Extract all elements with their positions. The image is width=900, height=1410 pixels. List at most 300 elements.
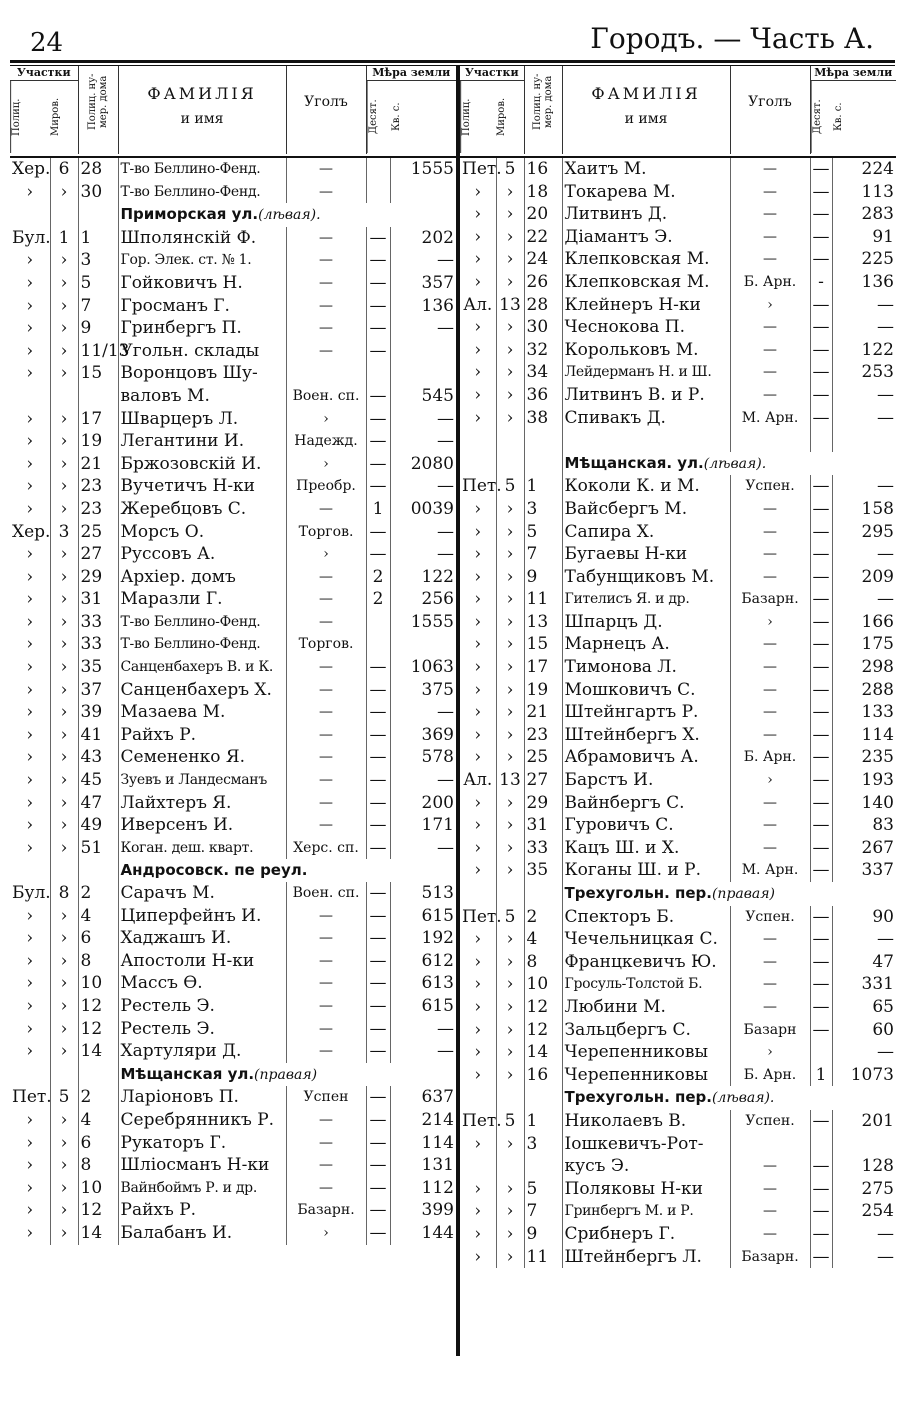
ward-cell: › bbox=[50, 837, 78, 860]
house-number-cell: 47 bbox=[78, 792, 118, 815]
table-row bbox=[460, 294, 896, 317]
ward-cell: 8 bbox=[50, 882, 78, 905]
house-number-cell: 3 bbox=[78, 249, 118, 272]
table-row bbox=[460, 226, 896, 249]
desyatina-cell: — bbox=[810, 1155, 832, 1178]
corner-cell: — bbox=[286, 792, 366, 815]
desyatina-cell bbox=[810, 429, 832, 452]
house-number-cell: 33 bbox=[78, 633, 118, 656]
house-number-cell: 23 bbox=[78, 498, 118, 521]
ward-cell: › bbox=[496, 633, 524, 656]
sq-sazhen-cell: — bbox=[877, 1246, 894, 1267]
ward-cell: › bbox=[496, 384, 524, 407]
right-table bbox=[460, 66, 896, 1268]
street-side: (правая) bbox=[711, 886, 775, 902]
corner-cell: — bbox=[286, 656, 366, 679]
desyatina-cell: — bbox=[810, 226, 832, 249]
page-number: 24 bbox=[30, 28, 64, 58]
street-name: Приморская ул. bbox=[120, 205, 259, 224]
desyatina-cell: — bbox=[366, 521, 390, 544]
corner-cell: — bbox=[730, 248, 810, 271]
ward-cell: 5 bbox=[496, 475, 524, 498]
corner-cell: — bbox=[730, 814, 810, 837]
house-number-cell bbox=[524, 452, 562, 476]
corner-cell: — bbox=[730, 928, 810, 951]
corner-cell: — bbox=[730, 701, 810, 724]
ward-cell: › bbox=[496, 656, 524, 679]
ward-cell: › bbox=[496, 521, 524, 544]
sq-sazhen-cell: 375 bbox=[421, 679, 454, 700]
corner-cell: — bbox=[730, 361, 810, 384]
sq-sazhen-cell: — bbox=[877, 384, 894, 405]
house-number-cell: 3 bbox=[524, 498, 562, 521]
desyatina-cell: — bbox=[366, 385, 390, 408]
corner-cell: М. Арн. bbox=[730, 859, 810, 882]
sq-sazhen-cell: 613 bbox=[421, 973, 454, 994]
desyatina-cell: — bbox=[810, 679, 832, 702]
table-row bbox=[10, 203, 456, 227]
header-familiya-right: ФАМИЛІЯ bbox=[591, 84, 701, 103]
name-cell: Гуровичъ С. bbox=[562, 814, 730, 837]
name-cell: Иверсенъ И. bbox=[118, 814, 286, 837]
name-cell: Чечельницкая С. bbox=[562, 928, 730, 951]
name-cell: Черепенниковы bbox=[562, 1041, 730, 1064]
name-cell: Маразли Г. bbox=[118, 588, 286, 611]
name-cell: Вайнбергъ С. bbox=[562, 792, 730, 815]
desyatina-cell: — bbox=[810, 294, 832, 317]
district-cell: › bbox=[460, 1064, 496, 1087]
name-cell: Шполянскій Ф. bbox=[118, 227, 286, 250]
district-cell: › bbox=[10, 566, 50, 589]
corner-cell: — bbox=[730, 566, 810, 589]
district-cell: › bbox=[460, 1041, 496, 1064]
corner-cell: — bbox=[286, 769, 366, 792]
district-cell: › bbox=[10, 837, 50, 860]
house-number-cell: 1 bbox=[524, 1110, 562, 1133]
corner-cell: Базарн. bbox=[286, 1199, 366, 1222]
ward-cell: › bbox=[496, 339, 524, 362]
table-row bbox=[10, 181, 456, 204]
corner-cell: — bbox=[286, 227, 366, 250]
corner-cell: Успен bbox=[286, 1086, 366, 1109]
header-ugol: Уголъ bbox=[304, 94, 348, 110]
sq-sazhen-cell: 122 bbox=[861, 339, 894, 360]
house-number-cell: 49 bbox=[78, 814, 118, 837]
header-rule bbox=[10, 60, 895, 63]
header-ugol-right: Уголъ bbox=[748, 94, 792, 110]
ward-cell: › bbox=[496, 724, 524, 747]
header-mirov-right: Миров. bbox=[496, 97, 508, 137]
table-row bbox=[10, 1018, 456, 1041]
desyatina-cell: — bbox=[810, 203, 832, 226]
sq-sazhen-cell: 1063 bbox=[410, 657, 454, 678]
sq-sazhen-cell: 1555 bbox=[410, 159, 454, 179]
name-cell: Токарева М. bbox=[562, 181, 730, 204]
house-number-cell: 19 bbox=[524, 679, 562, 702]
ward-cell: › bbox=[496, 316, 524, 339]
table-row bbox=[460, 1133, 896, 1156]
name-cell: Жеребцовъ С. bbox=[118, 498, 286, 521]
table-row bbox=[460, 157, 896, 181]
name-cell: Т-во Беллино-Фенд. bbox=[118, 611, 286, 634]
desyatina-cell: — bbox=[366, 408, 390, 431]
corner-cell: › bbox=[730, 1041, 810, 1064]
district-cell: Хер. bbox=[12, 521, 51, 542]
house-number-cell: 23 bbox=[78, 475, 118, 498]
sq-sazhen-cell: 615 bbox=[421, 905, 454, 926]
desyatina-cell: — bbox=[366, 905, 390, 928]
corner-cell: — bbox=[286, 498, 366, 521]
house-number-cell: 21 bbox=[78, 453, 118, 476]
desyatina-cell: — bbox=[366, 249, 390, 272]
desyatina-cell: — bbox=[810, 566, 832, 589]
table-row bbox=[10, 1177, 456, 1200]
desyatina-cell: — bbox=[810, 837, 832, 860]
ward-cell: › bbox=[496, 973, 524, 996]
name-cell bbox=[562, 429, 730, 452]
sq-sazhen-cell: 214 bbox=[421, 1109, 454, 1130]
table-row bbox=[460, 769, 896, 792]
name-cell: Мошковичъ С. bbox=[562, 679, 730, 702]
sq-sazhen-cell: 209 bbox=[861, 566, 894, 587]
sq-sazhen-cell: 131 bbox=[421, 1155, 454, 1176]
house-number-cell bbox=[78, 1063, 118, 1087]
ward-cell: › bbox=[50, 701, 78, 724]
table-row bbox=[10, 295, 456, 318]
header-house-number-right: Полиц. ну- мер. дома bbox=[532, 73, 554, 131]
table-row bbox=[460, 203, 896, 226]
name-cell: Серебрянникъ Р. bbox=[118, 1109, 286, 1132]
desyatina-cell: — bbox=[810, 611, 832, 634]
house-number-cell bbox=[524, 429, 562, 452]
desyatina-cell: — bbox=[366, 995, 390, 1018]
corner-cell: Торгов. bbox=[286, 521, 366, 544]
name-cell: Санценбахеръ В. и К. bbox=[118, 656, 286, 679]
district-cell: › bbox=[10, 633, 50, 656]
name-cell: Черепенниковы bbox=[562, 1064, 730, 1087]
table-row bbox=[10, 566, 456, 589]
district-cell: › bbox=[460, 1019, 496, 1042]
ward-cell: › bbox=[50, 611, 78, 634]
sq-sazhen-cell: 47 bbox=[872, 951, 894, 972]
district-cell: › bbox=[460, 566, 496, 589]
name-cell: Гринбергъ М. и Р. bbox=[562, 1200, 730, 1223]
table-row bbox=[10, 611, 456, 634]
corner-cell: — bbox=[286, 249, 366, 272]
sq-sazhen-cell: 615 bbox=[421, 995, 454, 1016]
sq-sazhen-cell: — bbox=[877, 1223, 894, 1244]
corner-cell bbox=[730, 429, 810, 452]
house-number-cell: 1 bbox=[524, 475, 562, 498]
district-cell: › bbox=[460, 521, 496, 544]
name-cell: Шварцеръ Л. bbox=[118, 408, 286, 431]
desyatina-cell: — bbox=[366, 453, 390, 476]
name-cell: Руссовъ А. bbox=[118, 543, 286, 566]
district-cell: › bbox=[10, 475, 50, 498]
district-cell: › bbox=[460, 859, 496, 882]
house-number-cell: 2 bbox=[524, 906, 562, 929]
district-cell: › bbox=[10, 317, 50, 340]
name-cell: Рестель Э. bbox=[118, 1018, 286, 1041]
desyatina-cell: — bbox=[810, 996, 832, 1019]
district-cell bbox=[10, 385, 50, 408]
ward-cell: › bbox=[50, 295, 78, 318]
table-row bbox=[460, 1155, 896, 1178]
ward-cell: › bbox=[50, 408, 78, 431]
name-cell: Легантини И. bbox=[118, 430, 286, 453]
corner-cell: — bbox=[286, 566, 366, 589]
corner-cell: — bbox=[286, 588, 366, 611]
corner-cell: — bbox=[730, 1200, 810, 1223]
sq-sazhen-cell: — bbox=[437, 476, 454, 497]
header-kv-s: Кв. с. bbox=[391, 102, 403, 132]
ward-cell: › bbox=[50, 453, 78, 476]
name-cell: Т-во Беллино-Фенд. bbox=[118, 157, 286, 181]
house-number-cell: 28 bbox=[524, 294, 562, 317]
house-number-cell: 12 bbox=[524, 996, 562, 1019]
corner-cell: — bbox=[286, 950, 366, 973]
corner-cell: › bbox=[730, 294, 810, 317]
house-number-cell: 27 bbox=[78, 543, 118, 566]
desyatina-cell: — bbox=[810, 633, 832, 656]
sq-sazhen-cell bbox=[390, 340, 456, 363]
name-cell: Балабанъ И. bbox=[118, 1222, 286, 1245]
sq-sazhen-cell: 144 bbox=[421, 1222, 454, 1243]
desyatina-cell bbox=[366, 157, 390, 181]
house-number-cell: 41 bbox=[78, 724, 118, 747]
corner-cell: — bbox=[286, 814, 366, 837]
name-cell: Архіер. домъ bbox=[118, 566, 286, 589]
house-number-cell: 33 bbox=[524, 837, 562, 860]
table-row bbox=[10, 498, 456, 521]
table-header-right bbox=[460, 66, 896, 154]
district-cell: › bbox=[10, 1040, 50, 1063]
house-number-cell bbox=[524, 882, 562, 906]
district-cell: › bbox=[460, 226, 496, 249]
desyatina-cell: — bbox=[366, 814, 390, 837]
table-row bbox=[10, 408, 456, 431]
ward-cell bbox=[50, 1063, 78, 1087]
sq-sazhen-cell: 1073 bbox=[850, 1064, 894, 1085]
district-cell: › bbox=[460, 588, 496, 611]
corner-cell: Успен. bbox=[730, 1110, 810, 1133]
district-cell: › bbox=[10, 1199, 50, 1222]
sq-sazhen-cell: 90 bbox=[872, 906, 894, 927]
name-cell: Гор. Элек. ст. № 1. bbox=[118, 249, 286, 272]
ward-cell: › bbox=[496, 792, 524, 815]
corner-cell: — bbox=[286, 1177, 366, 1200]
ward-cell: › bbox=[50, 1018, 78, 1041]
sq-sazhen-cell: — bbox=[877, 544, 894, 565]
sq-sazhen-cell: 113 bbox=[861, 181, 894, 202]
sq-sazhen-cell: 193 bbox=[861, 770, 894, 791]
corner-cell: — bbox=[730, 973, 810, 996]
name-cell: Морсъ О. bbox=[118, 521, 286, 544]
district-cell: › bbox=[10, 679, 50, 702]
table-row bbox=[460, 1019, 896, 1042]
table-row bbox=[460, 361, 896, 384]
table-row bbox=[460, 339, 896, 362]
desyatina-cell: — bbox=[810, 1246, 832, 1269]
ward-cell bbox=[496, 429, 524, 452]
desyatina-cell: — bbox=[810, 1019, 832, 1042]
table-row bbox=[460, 384, 896, 407]
sq-sazhen-cell: 0039 bbox=[410, 498, 454, 519]
table-row bbox=[460, 1246, 896, 1269]
street-name: Трехугольн. пер. bbox=[564, 1088, 712, 1107]
ward-cell: › bbox=[50, 1199, 78, 1222]
corner-cell: Торгов. bbox=[286, 633, 366, 656]
ward-cell: › bbox=[50, 1040, 78, 1063]
table-row bbox=[460, 521, 896, 544]
ward-cell: 13 bbox=[496, 769, 524, 792]
sq-sazhen-cell: — bbox=[877, 294, 894, 315]
district-cell: › bbox=[10, 1109, 50, 1132]
sq-sazhen-cell: 224 bbox=[861, 159, 894, 179]
corner-cell: — bbox=[286, 679, 366, 702]
sq-sazhen-cell: 200 bbox=[421, 792, 454, 813]
sq-sazhen-cell: 122 bbox=[421, 566, 454, 587]
street-heading bbox=[118, 203, 456, 227]
house-number-cell: 39 bbox=[78, 701, 118, 724]
sq-sazhen-cell: 202 bbox=[421, 227, 454, 248]
corner-cell: Б. Арн. bbox=[730, 746, 810, 769]
table-row bbox=[10, 453, 456, 476]
name-cell: Лайхтеръ Я. bbox=[118, 792, 286, 815]
name-cell: Тимонова Л. bbox=[562, 656, 730, 679]
sq-sazhen-cell: 235 bbox=[861, 747, 894, 768]
table-row bbox=[10, 1154, 456, 1177]
district-cell: › bbox=[460, 928, 496, 951]
district-cell: › bbox=[460, 724, 496, 747]
name-cell: Марнецъ А. bbox=[562, 633, 730, 656]
house-number-cell: 4 bbox=[78, 905, 118, 928]
name-cell: Райхъ Р. bbox=[118, 1199, 286, 1222]
desyatina-cell: — bbox=[810, 543, 832, 566]
house-number-cell: 5 bbox=[524, 1178, 562, 1201]
street-name: Трехугольн. пер. bbox=[564, 884, 712, 902]
name-cell: Бржозовскій И. bbox=[118, 453, 286, 476]
district-cell: › bbox=[10, 498, 50, 521]
table-row bbox=[460, 407, 896, 430]
ward-cell: › bbox=[496, 951, 524, 974]
district-cell: › bbox=[460, 656, 496, 679]
sq-sazhen-cell: 201 bbox=[861, 1110, 894, 1131]
sq-sazhen-cell: 545 bbox=[421, 385, 454, 406]
corner-cell: — bbox=[286, 1109, 366, 1132]
house-number-cell: 36 bbox=[524, 384, 562, 407]
desyatina-cell: — bbox=[810, 384, 832, 407]
table-row bbox=[460, 656, 896, 679]
house-number-cell: 10 bbox=[78, 972, 118, 995]
table-row bbox=[10, 633, 456, 656]
name-cell: Литвинъ Д. bbox=[562, 203, 730, 226]
corner-cell: › bbox=[286, 1222, 366, 1245]
table-row bbox=[10, 317, 456, 340]
district-cell: › bbox=[460, 951, 496, 974]
name-cell: Коколи К. и М. bbox=[562, 475, 730, 498]
corner-cell: — bbox=[286, 1132, 366, 1155]
house-number-cell: 35 bbox=[524, 859, 562, 882]
sq-sazhen-cell: 140 bbox=[861, 792, 894, 813]
corner-cell: — bbox=[730, 498, 810, 521]
desyatina-cell: — bbox=[366, 792, 390, 815]
house-number-cell: 43 bbox=[78, 746, 118, 769]
street-side: (лѣвая). bbox=[711, 1090, 775, 1107]
corner-cell: — bbox=[730, 633, 810, 656]
ward-cell bbox=[50, 203, 78, 227]
house-number-cell: 12 bbox=[78, 995, 118, 1018]
sq-sazhen-cell bbox=[832, 429, 896, 452]
desyatina-cell: — bbox=[810, 316, 832, 339]
corner-cell: — bbox=[730, 316, 810, 339]
district-cell: Хер. bbox=[12, 159, 51, 179]
desyatina-cell: — bbox=[810, 339, 832, 362]
corner-cell: — bbox=[286, 157, 366, 181]
name-cell: Клепковская М. bbox=[562, 271, 730, 294]
desyatina-cell: — bbox=[810, 792, 832, 815]
desyatina-cell: — bbox=[810, 361, 832, 384]
header-mera-zemli-right: Мѣра земли bbox=[811, 66, 897, 81]
sq-sazhen-cell: — bbox=[437, 1018, 454, 1039]
name-cell: Угольн. склады bbox=[118, 340, 286, 363]
name-cell: Лейдерманъ Н. и Ш. bbox=[562, 361, 730, 384]
name-cell: Санценбахеръ Х. bbox=[118, 679, 286, 702]
house-number-cell: 11/13 bbox=[78, 340, 118, 363]
desyatina-cell: — bbox=[366, 1109, 390, 1132]
table-row bbox=[460, 837, 896, 860]
sq-sazhen-cell: 133 bbox=[861, 702, 894, 723]
name-cell: Коганы Ш. и Р. bbox=[562, 859, 730, 882]
house-number-cell: 25 bbox=[78, 521, 118, 544]
corner-cell: Б. Арн. bbox=[730, 271, 810, 294]
corner-cell: М. Арн. bbox=[730, 407, 810, 430]
ward-cell: › bbox=[50, 249, 78, 272]
corner-cell: — bbox=[730, 203, 810, 226]
house-number-cell: 33 bbox=[78, 611, 118, 634]
district-cell: › bbox=[10, 408, 50, 431]
district-cell: › bbox=[460, 701, 496, 724]
corner-cell: — bbox=[286, 972, 366, 995]
ward-cell: › bbox=[50, 905, 78, 928]
name-cell: Штейнбергъ Л. bbox=[562, 1246, 730, 1269]
street-side: (правая) bbox=[254, 1066, 318, 1083]
name-cell: Бугаевы Н-ки bbox=[562, 543, 730, 566]
sq-sazhen-cell: 114 bbox=[421, 1132, 454, 1153]
corner-cell: — bbox=[286, 1018, 366, 1041]
name-cell: Шпарцъ Д. bbox=[562, 611, 730, 634]
ward-cell: › bbox=[496, 271, 524, 294]
ward-cell: › bbox=[496, 928, 524, 951]
table-row bbox=[10, 905, 456, 928]
ward-cell: › bbox=[50, 656, 78, 679]
desyatina-cell: — bbox=[366, 543, 390, 566]
sq-sazhen-cell: 253 bbox=[861, 362, 894, 383]
house-number-cell: 7 bbox=[524, 543, 562, 566]
district-cell bbox=[460, 1155, 496, 1178]
name-cell: Любини М. bbox=[562, 996, 730, 1019]
sq-sazhen-cell: — bbox=[437, 408, 454, 429]
ward-cell: › bbox=[50, 1154, 78, 1177]
sq-sazhen-cell: 295 bbox=[861, 521, 894, 542]
header-imya-right: и имя bbox=[624, 111, 668, 127]
house-number-cell: 2 bbox=[78, 882, 118, 905]
table-row bbox=[10, 475, 456, 498]
desyatina-cell: — bbox=[366, 679, 390, 702]
house-number-cell bbox=[78, 859, 118, 882]
house-number-cell: 29 bbox=[524, 792, 562, 815]
desyatina-cell: — bbox=[810, 724, 832, 747]
